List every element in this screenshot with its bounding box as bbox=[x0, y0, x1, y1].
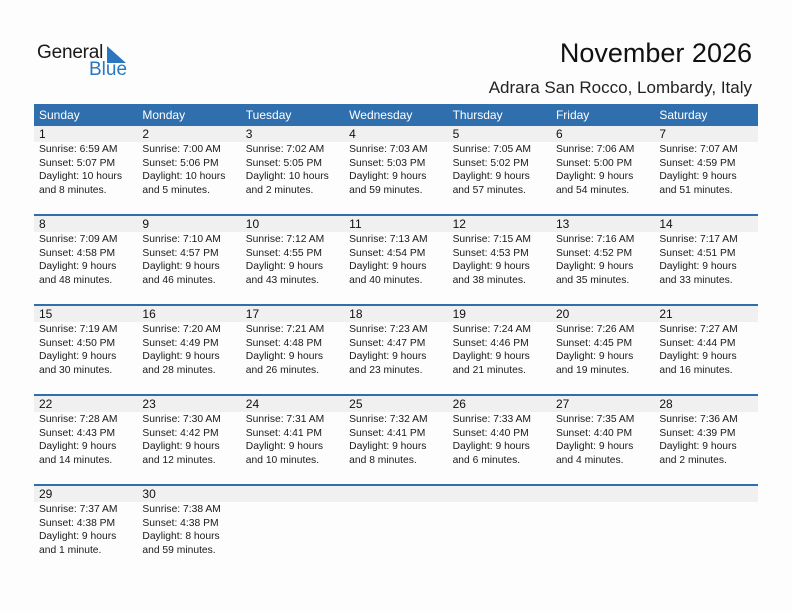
day-cell bbox=[34, 322, 137, 394]
day-cell bbox=[654, 502, 757, 574]
daylight-text: and 5 minutes. bbox=[142, 184, 210, 196]
day-number: 4 bbox=[349, 127, 356, 141]
daylight-text: and 26 minutes. bbox=[245, 364, 320, 376]
day-cell bbox=[551, 142, 654, 214]
date-bar bbox=[34, 216, 758, 232]
sunrise-text: Sunrise: 6:59 AM bbox=[39, 144, 118, 155]
sunrise-text: Sunrise: 7:02 AM bbox=[245, 144, 325, 155]
day-number: 17 bbox=[245, 307, 260, 321]
daylight-text: and 2 minutes. bbox=[659, 454, 727, 466]
day-number: 6 bbox=[555, 127, 563, 141]
day-cell bbox=[137, 142, 240, 214]
day-number: 5 bbox=[452, 127, 460, 141]
daylight-text: Daylight: 9 hours bbox=[349, 261, 427, 273]
day-cell bbox=[551, 322, 654, 394]
sunrise-text: Sunrise: 7:30 AM bbox=[142, 414, 221, 425]
weekday-sunday: Sunday bbox=[39, 108, 80, 122]
sunrise-text: Sunrise: 7:28 AM bbox=[39, 414, 118, 425]
day-number: 18 bbox=[349, 307, 363, 321]
week-row bbox=[34, 126, 758, 214]
daylight-text: Daylight: 9 hours bbox=[659, 261, 737, 273]
day-number: 30 bbox=[142, 487, 156, 501]
day-cell bbox=[551, 412, 654, 484]
week-row bbox=[34, 304, 758, 394]
day-number: 20 bbox=[555, 307, 570, 321]
daylight-text: and 59 minutes. bbox=[349, 184, 423, 196]
day-number bbox=[654, 486, 757, 502]
day-cell bbox=[654, 232, 757, 304]
sunset-text: Sunset: 4:41 PM bbox=[349, 427, 426, 439]
day-number: 29 bbox=[39, 487, 53, 501]
daylight-text: Daylight: 9 hours bbox=[142, 261, 220, 273]
sunset-text: Sunset: 5:03 PM bbox=[349, 157, 426, 169]
page-title: November 2026 bbox=[559, 38, 752, 68]
sunset-text: Sunset: 4:57 PM bbox=[142, 247, 219, 259]
weekday-saturday: Saturday bbox=[659, 108, 708, 122]
sunset-text: Sunset: 4:38 PM bbox=[142, 517, 219, 529]
daylight-text: and 16 minutes. bbox=[659, 364, 733, 376]
sunset-text: Sunset: 4:42 PM bbox=[142, 427, 219, 439]
date-bar bbox=[34, 396, 758, 412]
daylight-text: and 43 minutes. bbox=[245, 274, 320, 286]
daylight-text: Daylight: 9 hours bbox=[349, 441, 427, 453]
weekday-header bbox=[34, 104, 758, 126]
daylight-text: and 40 minutes. bbox=[349, 274, 423, 286]
sunset-text: Sunset: 5:00 PM bbox=[555, 157, 633, 169]
sunset-text: Sunset: 4:43 PM bbox=[39, 427, 116, 439]
day-number bbox=[344, 486, 447, 502]
daylight-text: Daylight: 9 hours bbox=[245, 351, 324, 363]
daylight-text: Daylight: 10 hours bbox=[245, 171, 329, 183]
date-bar bbox=[34, 306, 758, 322]
day-cell bbox=[344, 412, 447, 484]
sunset-text: Sunset: 4:47 PM bbox=[349, 337, 426, 349]
daylight-text: and 8 minutes. bbox=[39, 184, 107, 196]
daylight-text: Daylight: 9 hours bbox=[659, 441, 737, 453]
daylight-text: and 6 minutes. bbox=[452, 454, 521, 466]
sunrise-text: Sunrise: 7:27 AM bbox=[659, 324, 738, 335]
sunset-text: Sunset: 4:40 PM bbox=[452, 427, 529, 439]
day-number: 2 bbox=[142, 127, 150, 141]
sunset-text: Sunset: 5:05 PM bbox=[245, 157, 322, 169]
daylight-text: Daylight: 9 hours bbox=[39, 531, 117, 543]
daylight-text: and 2 minutes. bbox=[245, 184, 314, 196]
day-cell bbox=[241, 502, 344, 574]
sunrise-text: Sunrise: 7:16 AM bbox=[555, 234, 635, 245]
sunrise-text: Sunrise: 7:32 AM bbox=[349, 414, 428, 425]
sunset-text: Sunset: 4:50 PM bbox=[39, 337, 116, 349]
daylight-text: Daylight: 9 hours bbox=[245, 261, 324, 273]
day-cell bbox=[137, 502, 240, 574]
location-subtitle: Adrara San Rocco, Lombardy, Italy bbox=[488, 78, 752, 97]
day-cell bbox=[654, 322, 757, 394]
day-number: 11 bbox=[349, 217, 362, 231]
day-cell bbox=[34, 502, 137, 574]
sunrise-text: Sunrise: 7:21 AM bbox=[245, 324, 325, 335]
day-cell bbox=[137, 232, 240, 304]
day-cell bbox=[241, 232, 344, 304]
logo-general-text: General bbox=[37, 42, 104, 63]
day-number: 24 bbox=[245, 397, 260, 411]
daylight-text: and 38 minutes. bbox=[452, 274, 526, 286]
sunset-text: Sunset: 5:07 PM bbox=[39, 157, 116, 169]
day-number: 9 bbox=[142, 217, 150, 231]
day-number: 25 bbox=[349, 397, 363, 411]
day-info-row bbox=[34, 412, 758, 484]
sunrise-text: Sunrise: 7:12 AM bbox=[245, 234, 325, 245]
daylight-text: and 54 minutes. bbox=[555, 184, 630, 196]
logo bbox=[37, 42, 137, 82]
day-number: 15 bbox=[39, 307, 53, 321]
sunset-text: Sunset: 5:02 PM bbox=[452, 157, 529, 169]
weekday-tuesday: Tuesday bbox=[245, 108, 292, 122]
date-bar bbox=[34, 486, 758, 502]
daylight-text: and 8 minutes. bbox=[349, 454, 417, 466]
day-cell bbox=[448, 502, 551, 574]
sunset-text: Sunset: 4:38 PM bbox=[39, 517, 116, 529]
sunrise-text: Sunrise: 7:36 AM bbox=[659, 414, 738, 425]
week-row bbox=[34, 484, 758, 574]
day-cell bbox=[241, 142, 344, 214]
day-info-row bbox=[34, 502, 758, 574]
day-number: 26 bbox=[452, 397, 466, 411]
day-cell bbox=[34, 232, 137, 304]
sunset-text: Sunset: 4:46 PM bbox=[452, 337, 529, 349]
daylight-text: Daylight: 9 hours bbox=[659, 171, 737, 183]
day-number: 3 bbox=[245, 127, 253, 141]
sunrise-text: Sunrise: 7:17 AM bbox=[659, 234, 738, 245]
sunrise-text: Sunrise: 7:13 AM bbox=[349, 234, 428, 245]
sunset-text: Sunset: 4:51 PM bbox=[659, 247, 736, 259]
daylight-text: Daylight: 9 hours bbox=[452, 171, 530, 183]
day-number: 7 bbox=[659, 127, 667, 141]
day-number: 28 bbox=[659, 397, 673, 411]
day-cell bbox=[344, 322, 447, 394]
sunset-text: Sunset: 4:41 PM bbox=[245, 427, 322, 439]
day-cell bbox=[448, 412, 551, 484]
sunrise-text: Sunrise: 7:37 AM bbox=[39, 504, 118, 515]
day-cell bbox=[241, 322, 344, 394]
day-number: 22 bbox=[39, 397, 53, 411]
day-number: 14 bbox=[659, 217, 673, 231]
daylight-text: Daylight: 9 hours bbox=[39, 351, 117, 363]
day-cell bbox=[344, 232, 447, 304]
daylight-text: Daylight: 9 hours bbox=[555, 441, 634, 453]
daylight-text: and 1 minute. bbox=[39, 544, 102, 556]
sunrise-text: Sunrise: 7:10 AM bbox=[142, 234, 221, 245]
daylight-text: and 10 minutes. bbox=[245, 454, 320, 466]
calendar bbox=[34, 104, 758, 574]
daylight-text: and 51 minutes. bbox=[659, 184, 733, 196]
day-cell bbox=[448, 232, 551, 304]
day-number: 27 bbox=[555, 397, 570, 411]
sunset-text: Sunset: 4:58 PM bbox=[39, 247, 116, 259]
sunrise-text: Sunrise: 7:33 AM bbox=[452, 414, 531, 425]
sunrise-text: Sunrise: 7:35 AM bbox=[555, 414, 635, 425]
day-number: 16 bbox=[142, 307, 156, 321]
sunrise-text: Sunrise: 7:05 AM bbox=[452, 144, 531, 155]
sunset-text: Sunset: 4:39 PM bbox=[659, 427, 736, 439]
day-number bbox=[448, 486, 551, 502]
day-cell bbox=[448, 142, 551, 214]
day-cell bbox=[654, 142, 757, 214]
sunrise-text: Sunrise: 7:31 AM bbox=[245, 414, 325, 425]
sunset-text: Sunset: 5:06 PM bbox=[142, 157, 219, 169]
daylight-text: Daylight: 9 hours bbox=[452, 441, 530, 453]
daylight-text: and 14 minutes. bbox=[39, 454, 113, 466]
sunset-text: Sunset: 4:59 PM bbox=[659, 157, 736, 169]
sunset-text: Sunset: 4:45 PM bbox=[555, 337, 633, 349]
sunrise-text: Sunrise: 7:19 AM bbox=[39, 324, 118, 335]
day-cell bbox=[241, 412, 344, 484]
daylight-text: and 57 minutes. bbox=[452, 184, 526, 196]
day-cell bbox=[551, 232, 654, 304]
daylight-text: and 21 minutes. bbox=[452, 364, 526, 376]
day-cell bbox=[34, 142, 137, 214]
daylight-text: Daylight: 9 hours bbox=[555, 171, 634, 183]
sunset-text: Sunset: 4:49 PM bbox=[142, 337, 219, 349]
sunrise-text: Sunrise: 7:07 AM bbox=[659, 144, 738, 155]
daylight-text: and 59 minutes. bbox=[142, 544, 216, 556]
sunset-text: Sunset: 4:48 PM bbox=[245, 337, 322, 349]
sunrise-text: Sunrise: 7:23 AM bbox=[349, 324, 428, 335]
day-number bbox=[241, 486, 344, 502]
day-cell bbox=[448, 322, 551, 394]
sunrise-text: Sunrise: 7:15 AM bbox=[452, 234, 531, 245]
sunrise-text: Sunrise: 7:38 AM bbox=[142, 504, 221, 515]
daylight-text: and 30 minutes. bbox=[39, 364, 113, 376]
day-cell bbox=[551, 502, 654, 574]
daylight-text: Daylight: 10 hours bbox=[142, 171, 226, 183]
sunset-text: Sunset: 4:55 PM bbox=[245, 247, 322, 259]
day-cell bbox=[344, 142, 447, 214]
daylight-text: Daylight: 9 hours bbox=[39, 441, 117, 453]
daylight-text: and 19 minutes. bbox=[555, 364, 630, 376]
sunrise-text: Sunrise: 7:06 AM bbox=[555, 144, 635, 155]
daylight-text: and 35 minutes. bbox=[555, 274, 630, 286]
week-row bbox=[34, 394, 758, 484]
day-number: 10 bbox=[245, 217, 260, 231]
daylight-text: Daylight: 9 hours bbox=[555, 351, 634, 363]
daylight-text: Daylight: 9 hours bbox=[142, 351, 220, 363]
day-number: 19 bbox=[452, 307, 466, 321]
daylight-text: and 4 minutes. bbox=[555, 454, 624, 466]
daylight-text: and 12 minutes. bbox=[142, 454, 216, 466]
day-cell bbox=[137, 412, 240, 484]
day-cell bbox=[137, 322, 240, 394]
day-cell bbox=[34, 412, 137, 484]
daylight-text: Daylight: 9 hours bbox=[142, 441, 220, 453]
weeks-container bbox=[34, 126, 758, 574]
daylight-text: and 48 minutes. bbox=[39, 274, 113, 286]
daylight-text: Daylight: 9 hours bbox=[349, 351, 427, 363]
sunrise-text: Sunrise: 7:20 AM bbox=[142, 324, 221, 335]
daylight-text: Daylight: 9 hours bbox=[555, 261, 634, 273]
daylight-text: Daylight: 9 hours bbox=[659, 351, 737, 363]
sunrise-text: Sunrise: 7:26 AM bbox=[555, 324, 635, 335]
day-cell bbox=[654, 412, 757, 484]
daylight-text: Daylight: 9 hours bbox=[349, 171, 427, 183]
sunset-text: Sunset: 4:44 PM bbox=[659, 337, 736, 349]
weekday-monday: Monday bbox=[142, 108, 186, 122]
sunrise-text: Sunrise: 7:00 AM bbox=[142, 144, 221, 155]
day-number: 8 bbox=[39, 217, 46, 231]
sunset-text: Sunset: 4:52 PM bbox=[555, 247, 633, 259]
sunrise-text: Sunrise: 7:24 AM bbox=[452, 324, 531, 335]
sunset-text: Sunset: 4:40 PM bbox=[555, 427, 633, 439]
daylight-text: Daylight: 9 hours bbox=[39, 261, 117, 273]
day-number bbox=[551, 486, 654, 502]
daylight-text: Daylight: 10 hours bbox=[39, 171, 122, 183]
daylight-text: and 28 minutes. bbox=[142, 364, 216, 376]
logo-blue-text: Blue bbox=[89, 59, 128, 80]
day-number: 1 bbox=[39, 127, 46, 141]
daylight-text: Daylight: 8 hours bbox=[142, 531, 220, 543]
week-row bbox=[34, 214, 758, 304]
sunset-text: Sunset: 4:54 PM bbox=[349, 247, 426, 259]
sunrise-text: Sunrise: 7:09 AM bbox=[39, 234, 118, 245]
weekday-wednesday: Wednesday bbox=[349, 108, 413, 122]
weekday-thursday: Thursday bbox=[452, 108, 503, 122]
day-info-row bbox=[34, 142, 758, 214]
day-number: 23 bbox=[142, 397, 156, 411]
day-number: 12 bbox=[452, 217, 466, 231]
daylight-text: and 46 minutes. bbox=[142, 274, 216, 286]
daylight-text: Daylight: 9 hours bbox=[245, 441, 324, 453]
sunrise-text: Sunrise: 7:03 AM bbox=[349, 144, 428, 155]
date-bar bbox=[34, 126, 758, 142]
day-info-row bbox=[34, 322, 758, 394]
weekday-friday: Friday bbox=[555, 108, 590, 122]
day-info-row bbox=[34, 232, 758, 304]
day-cell bbox=[344, 502, 447, 574]
day-number: 13 bbox=[555, 217, 570, 231]
daylight-text: and 33 minutes. bbox=[659, 274, 733, 286]
daylight-text: and 23 minutes. bbox=[349, 364, 423, 376]
sunset-text: Sunset: 4:53 PM bbox=[452, 247, 529, 259]
daylight-text: Daylight: 9 hours bbox=[452, 261, 530, 273]
daylight-text: Daylight: 9 hours bbox=[452, 351, 530, 363]
day-number: 21 bbox=[659, 307, 673, 321]
